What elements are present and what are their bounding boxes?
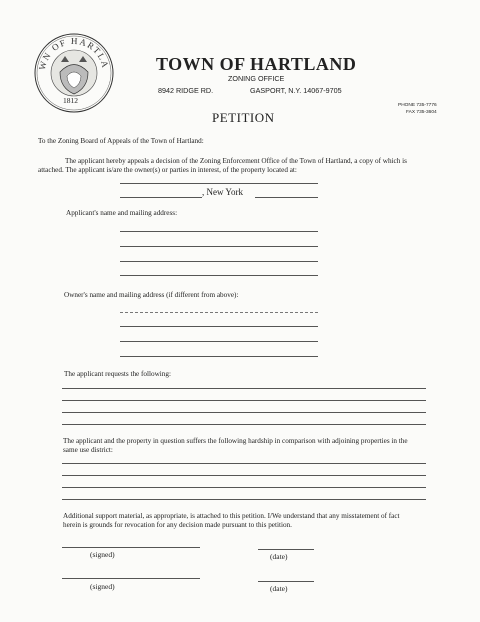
owner-line-4[interactable] (120, 356, 318, 357)
request-label: The applicant requests the following: (64, 370, 171, 378)
additional-line-2: herein is grounds for revocation for any decision made pursuant to this petition. (63, 521, 292, 529)
hardship-line-a[interactable] (62, 463, 426, 464)
hardship-line-b[interactable] (62, 475, 426, 476)
owner-label: Owner's name and mailing address (if different from above): (64, 291, 239, 299)
request-line-3[interactable] (62, 412, 426, 413)
property-zip-line[interactable] (255, 197, 318, 198)
applicant-label: Applicant's name and mailing address: (66, 209, 178, 217)
signature-line-2[interactable] (62, 578, 200, 579)
salutation: To the Zoning Board of Appeals of the Town of Hartland: (38, 137, 204, 145)
date-label-2: (date) (270, 584, 288, 593)
applicant-line-3[interactable] (120, 261, 318, 262)
new-york-label: , New York (202, 187, 244, 197)
date-label-1: (date) (270, 552, 288, 561)
hardship-line-c[interactable] (62, 487, 426, 488)
owner-line-2[interactable] (120, 326, 318, 327)
request-line-1[interactable] (62, 388, 426, 389)
date-line-1[interactable] (258, 549, 314, 550)
zoning-office: ZONING OFFICE (228, 74, 285, 83)
applicant-line-1[interactable] (120, 231, 318, 232)
signed-label-2: (signed) (90, 582, 115, 591)
hardship-line-1: The applicant and the property in question suffers the following hardship in comparison with adjoining properties in the (63, 437, 408, 445)
request-line-2[interactable] (62, 400, 426, 401)
fax-number: FAX 735-3604 (406, 110, 437, 115)
city-address: GASPORT, N.Y. 14067-9705 (250, 86, 342, 95)
seal-arc-text: WN OF HARTLA (36, 35, 111, 72)
town-title: TOWN OF HARTLAND (156, 54, 357, 74)
intro-line-2: attached. The applicant is/are the owner(s) or parties in interest, of the property located at: (38, 166, 297, 174)
property-town-line[interactable] (120, 197, 202, 198)
hardship-line-d[interactable] (62, 499, 426, 500)
property-address-line-1[interactable] (120, 183, 318, 184)
applicant-line-4[interactable] (120, 275, 318, 276)
intro-line-1: The applicant hereby appeals a decision of the Zoning Enforcement Office of the Town of Hartland, a copy of which is (65, 157, 407, 165)
hardship-line-2: same use district: (63, 446, 113, 454)
seal-year: 1812 (63, 96, 78, 105)
owner-line-3[interactable] (120, 341, 318, 342)
petition-heading: PETITION (212, 110, 275, 125)
applicant-line-2[interactable] (120, 246, 318, 247)
town-seal (33, 32, 115, 114)
request-line-4[interactable] (62, 424, 426, 425)
street-address: 8942 RIDGE RD. (158, 86, 214, 95)
owner-line-1[interactable] (120, 312, 318, 313)
contact-numbers (398, 102, 437, 116)
signature-line-1[interactable] (62, 547, 200, 548)
additional-line-1: Additional support material, as appropriate, is attached to this petition. I/We understand that any misstatement of fact (63, 512, 400, 520)
signed-label-1: (signed) (90, 550, 115, 559)
date-line-2[interactable] (258, 581, 314, 582)
phone-number: PHONE 735-7776 (398, 103, 437, 108)
